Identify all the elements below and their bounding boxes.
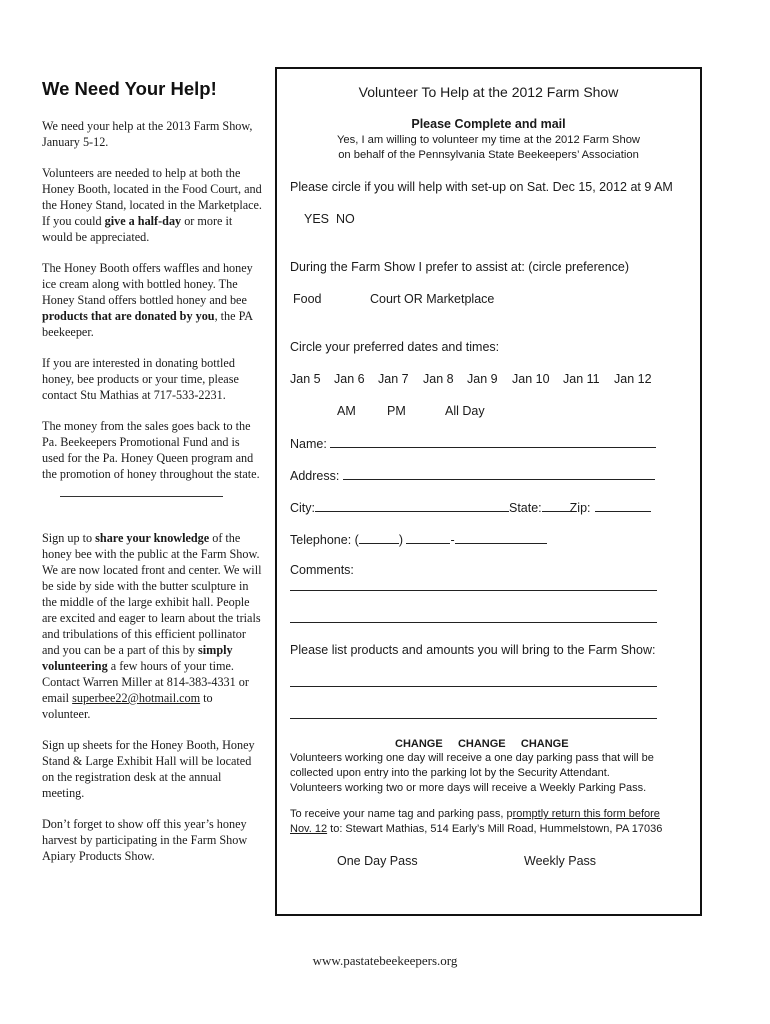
simply-volunteering-emphasis: simply volunteering [42,643,233,673]
address-label: Address: [290,469,340,483]
zip-label: Zip: [569,501,591,515]
telephone-line-field[interactable] [455,532,547,544]
one-day-pass-option[interactable]: One Day Pass [337,854,418,868]
state-label: State: [509,501,542,515]
please-complete-heading: Please Complete and mail [411,117,566,131]
page-title: We Need Your Help! [42,78,217,99]
comments-line-1[interactable] [290,590,657,591]
honey-booth-text-end: , the PA beekeeper. [42,309,253,339]
option-no[interactable]: NO [336,212,355,226]
telephone-dash: - [450,533,455,547]
products-line-2[interactable] [290,718,657,719]
show-off-paragraph [42,816,264,864]
donating-paragraph [42,355,264,403]
donated-emphasis: products that are donated by you [42,309,215,323]
change-word-3: CHANGE [520,738,569,750]
option-yes[interactable]: YES [304,212,330,226]
change-heading [395,738,569,750]
return-instructions-line-2 [290,823,662,835]
change-notice-line-1: Volunteers working one day will receive a one day parking pass that will be [290,752,654,764]
date-option-jan-6[interactable]: Jan 6 [334,372,365,386]
change-notice-line-3: Volunteers working two or more days will receive a Weekly Parking Pass. [290,782,647,794]
left-column [42,78,264,879]
intro-text: We need your help at the 2013 Farm Show, January 5-12. [42,119,253,149]
comments-line-2[interactable] [290,622,657,623]
name-row [290,436,656,451]
return-address: to: Stewart Mathias, 514 Early’s Mill Road, Hummelstown, PA 17036 [327,823,663,835]
return-text-a: To receive your name tag and parking pass, p [290,808,513,820]
state-field[interactable] [542,500,570,512]
footer-website-url[interactable]: www.pastatebeekeepers.org [312,953,458,968]
products-line-1[interactable] [290,686,657,687]
time-option-am[interactable]: AM [337,404,356,418]
city-label: City: [290,501,315,515]
change-word-2: CHANGE [457,738,506,750]
date-option-jan-8[interactable]: Jan 8 [423,372,454,386]
money-text: The money from the sales goes back to the Pa. Beekeepers Promotional Fund and is used for the Pa. Honey Queen program and the promotion of honey throughout the state. [42,419,260,481]
assist-question: During the Farm Show I prefer to assist at: (circle preference) [290,260,630,274]
address-field[interactable] [343,468,655,480]
time-option-all-day[interactable]: All Day [445,404,485,418]
telephone-row [290,532,547,547]
intro-paragraph [42,118,264,150]
money-paragraph [42,418,264,482]
telephone-prefix-field[interactable] [406,532,450,544]
option-food[interactable]: Food [293,292,322,306]
comments-label: Comments: [290,563,354,577]
show-off-text: Don’t forget to show off this year’s honey harvest by participating in the Farm Show Apiary Products Show. [42,817,248,863]
date-option-jan-10[interactable]: Jan 10 [512,372,550,386]
name-label: Name: [290,437,327,451]
share-knowledge-emphasis: share your knowledge [95,531,210,545]
date-option-jan-7[interactable]: Jan 7 [378,372,409,386]
share-text-middle: of the honey bee with the public at the Farm Show. We are now located front and center. We will be side by side with the butter sculpture in the middle of the large exhibit hall. People are excited and eager to learn about the trials and tribulations of this efficient pollinator and you can be a part of this by [42,531,262,657]
name-field[interactable] [330,436,656,448]
form-title: Volunteer To Help at the 2012 Farm Show [358,84,619,100]
dates-question: Circle your preferred dates and times: [290,340,500,354]
address-row [290,468,655,483]
email-link[interactable]: superbee22@hotmail.com [72,691,201,705]
share-text: Sign up to [42,531,96,545]
willing-statement-line-2: on behalf of the Pennsylvania State Beekeepers’ Association [338,149,639,161]
date-option-jan-12[interactable]: Jan 12 [614,372,652,386]
city-field[interactable] [315,500,509,512]
telephone-close-paren: ) [398,533,403,547]
half-day-emphasis: give a half-day [104,214,182,228]
city-state-zip-row [290,500,651,515]
contact-text-end: to volunteer. [42,691,213,721]
volunteer-form [275,67,702,916]
change-word-1: CHANGE [395,738,443,750]
section-divider [60,496,223,497]
telephone-label: Telephone: ( [290,533,359,547]
willing-statement-line-1: Yes, I am willing to volunteer my time at the 2012 Farm Show [336,134,641,146]
return-instructions-line-1 [290,808,660,820]
date-option-jan-9[interactable]: Jan 9 [467,372,498,386]
volunteers-text: Volunteers are needed to help at both the Honey Booth, located in the Food Court, and the Honey Stand, located in the Marketplace. If you could [42,166,262,228]
share-knowledge-paragraph [42,530,264,722]
time-option-pm[interactable]: PM [387,404,406,418]
zip-field[interactable] [595,500,651,512]
option-court-or-marketplace[interactable]: Court OR Marketplace [370,292,495,306]
change-notice-line-2: collected upon entry into the parking lot by the Security Attendant. [290,767,610,779]
setup-question: Please circle if you will help with set-up on Sat. Dec 15, 2012 at 9 AM [290,180,673,194]
area-code-field[interactable] [359,532,399,544]
weekly-pass-option[interactable]: Weekly Pass [524,854,597,868]
volunteers-paragraph [42,165,264,245]
return-text-b: romptly return this form before [512,808,660,820]
date-option-jan-11[interactable]: Jan 11 [563,372,600,386]
contact-text: a few hours of your time. Contact Warren Miller at 814-383-4331 or email [42,659,249,705]
honey-booth-paragraph [42,260,264,340]
sign-up-sheets-text: Sign up sheets for the Honey Booth, Honey Stand & Large Exhibit Hall will be located on the registration desk at the annual meeting. [42,738,255,800]
products-label: Please list products and amounts you will bring to the Farm Show: [290,643,656,657]
donating-text: If you are interested in donating bottled honey, bee products or your time, please contact Stu Mathias at 717-533-2231. [42,356,239,402]
return-date: Nov. 12 [290,823,328,835]
volunteers-text-end: or more it would be appreciated. [42,214,233,244]
honey-booth-text: The Honey Booth offers waffles and honey ice cream along with bottled honey. The Honey Stand offers bottled honey and bee [42,261,253,307]
date-option-jan-5[interactable]: Jan 5 [290,372,321,386]
sign-up-sheets-paragraph [42,737,264,801]
